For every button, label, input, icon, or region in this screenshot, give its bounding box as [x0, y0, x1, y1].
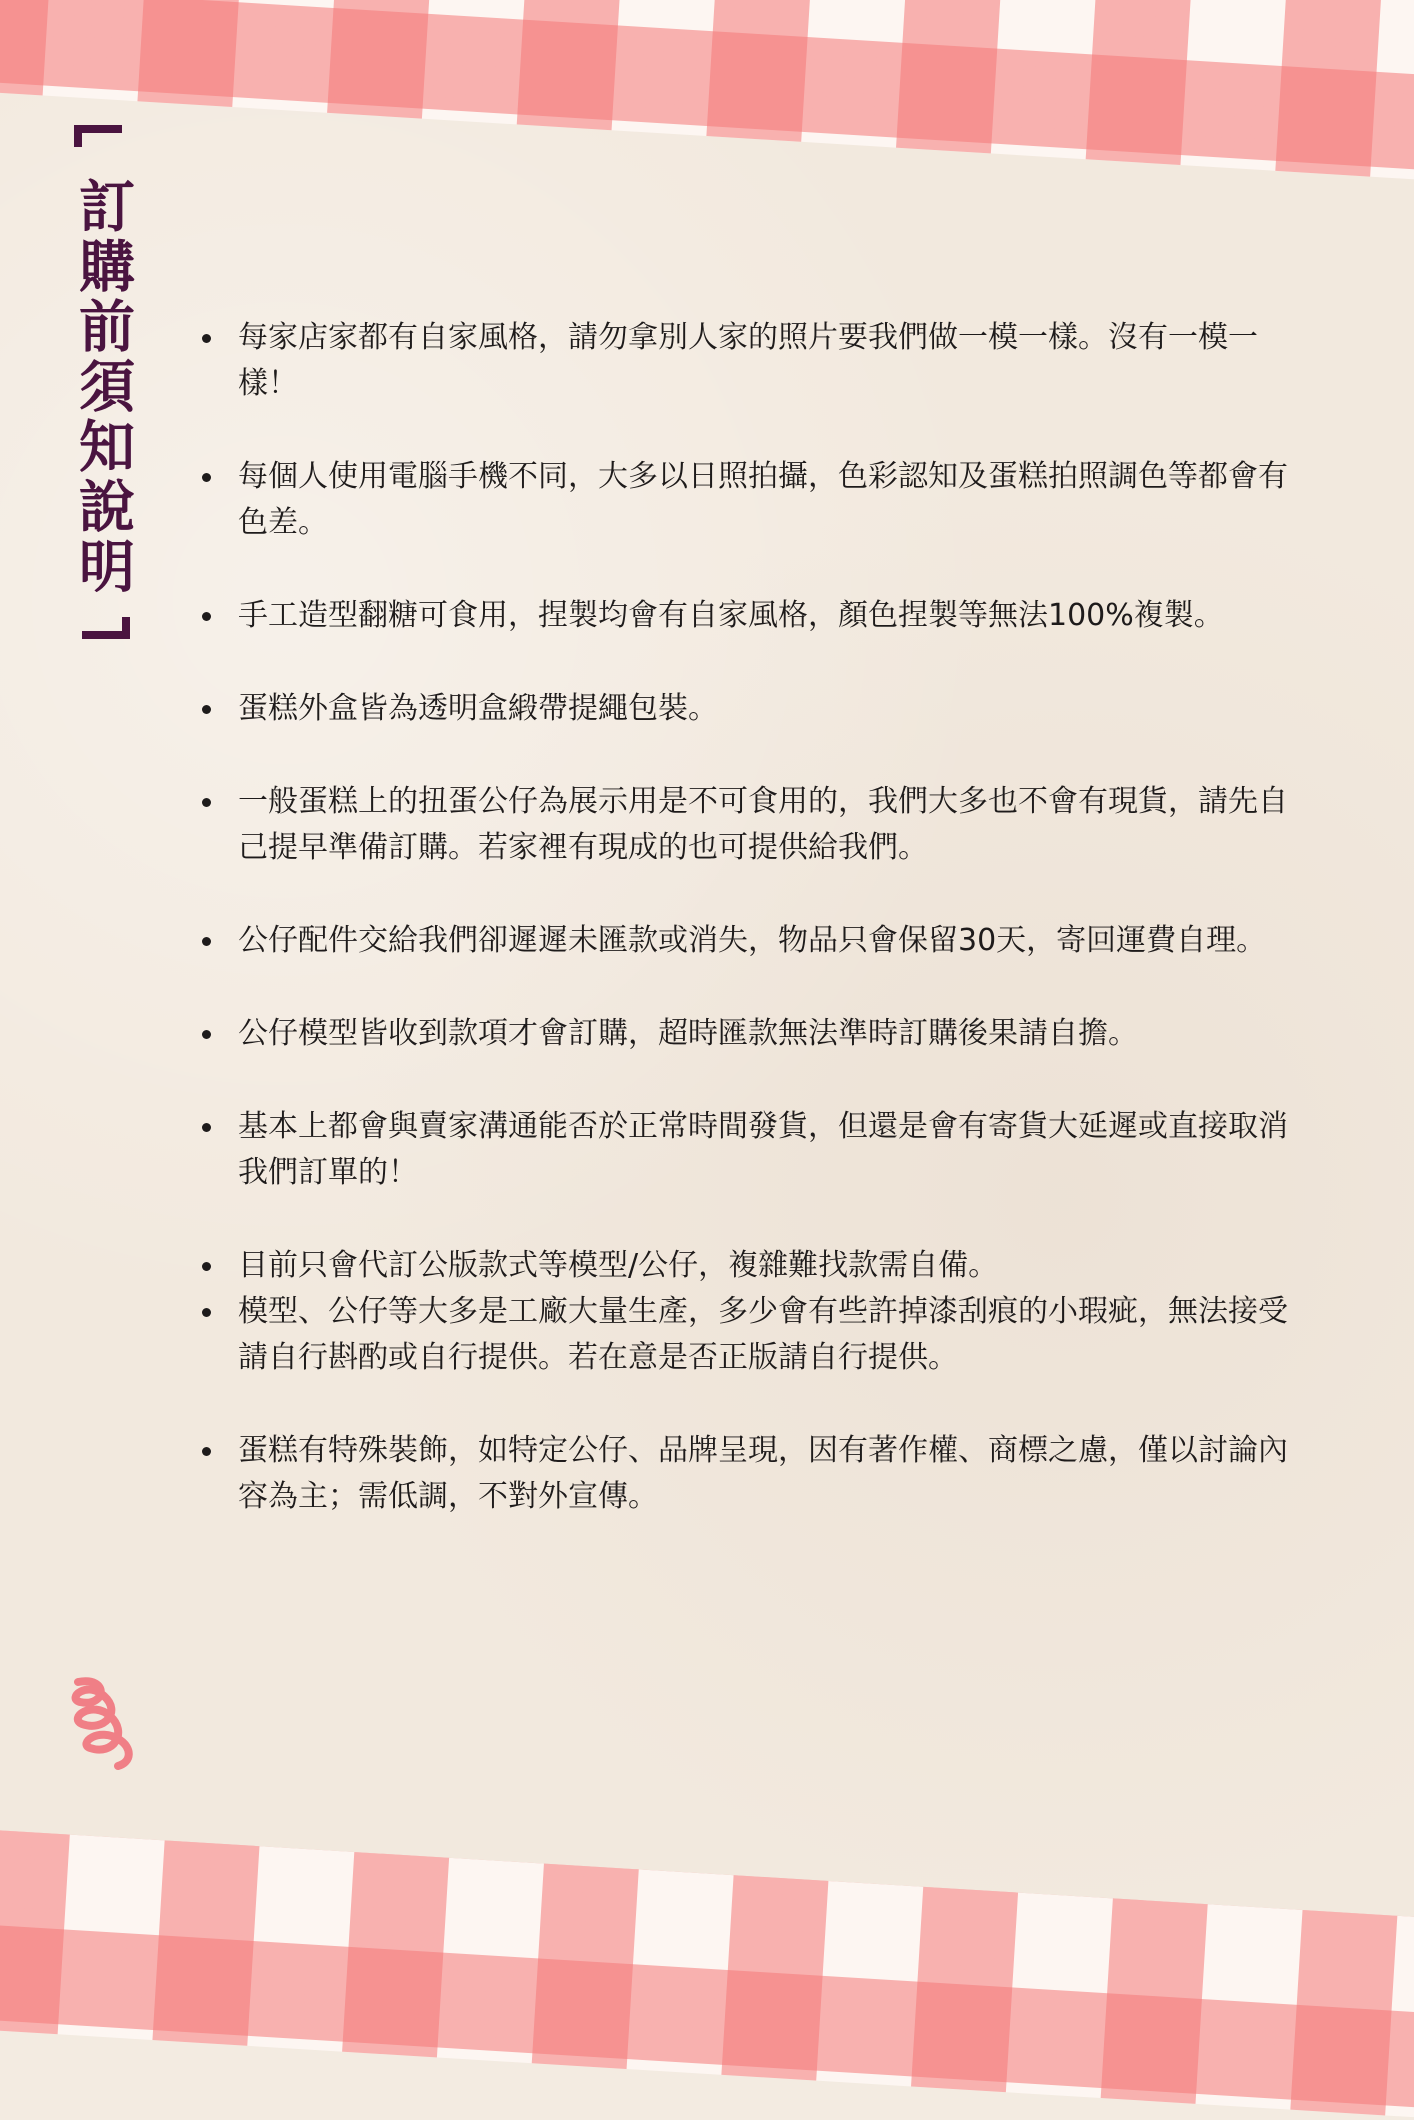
note-item: 公仔模型皆收到款項才會訂購，超時匯款無法準時訂購後果請自擔。	[190, 1011, 1310, 1057]
note-item: 目前只會代訂公版款式等模型/公仔，複雜難找款需自備。	[190, 1243, 1310, 1289]
title-bracket-close	[82, 617, 130, 639]
title-block	[70, 125, 134, 639]
note-item: 手工造型翻糖可食用，捏製均會有自家風格，顏色捏製等無法100%複製。	[190, 593, 1310, 639]
squiggle-icon	[58, 1670, 148, 1780]
note-item: 蛋糕有特殊裝飾，如特定公仔、品牌呈現，因有著作權、商標之慮，僅以討論內容為主；需低調，不對外宣傳。	[190, 1428, 1310, 1520]
title-bracket-open	[74, 125, 122, 147]
note-item: 一般蛋糕上的扭蛋公仔為展示用是不可食用的，我們大多也不會有現貨，請先自己提早準備訂購。若家裡有現成的也可提供給我們。	[190, 779, 1310, 871]
note-item: 每個人使用電腦手機不同，大多以日照拍攝，色彩認知及蛋糕拍照調色等都會有色差。	[190, 454, 1310, 546]
page-title: 訂購前須知說明	[70, 177, 135, 597]
note-item: 公仔配件交給我們卻遲遲未匯款或消失，物品只會保留30天，寄回運費自理。	[190, 918, 1310, 964]
notes-list	[190, 315, 1310, 1567]
note-item: 每家店家都有自家風格，請勿拿別人家的照片要我們做一模一樣。沒有一模一樣！	[190, 315, 1310, 407]
note-item: 模型、公仔等大多是工廠大量生產，多少會有些許掉漆刮痕的小瑕疵，無法接受請自行斟酌或自行提供。若在意是否正版請自行提供。	[190, 1289, 1310, 1381]
note-item: 基本上都會與賣家溝通能否於正常時間發貨，但還是會有寄貨大延遲或直接取消我們訂單的！	[190, 1104, 1310, 1196]
note-item: 蛋糕外盒皆為透明盒緞帶提繩包裝。	[190, 686, 1310, 732]
